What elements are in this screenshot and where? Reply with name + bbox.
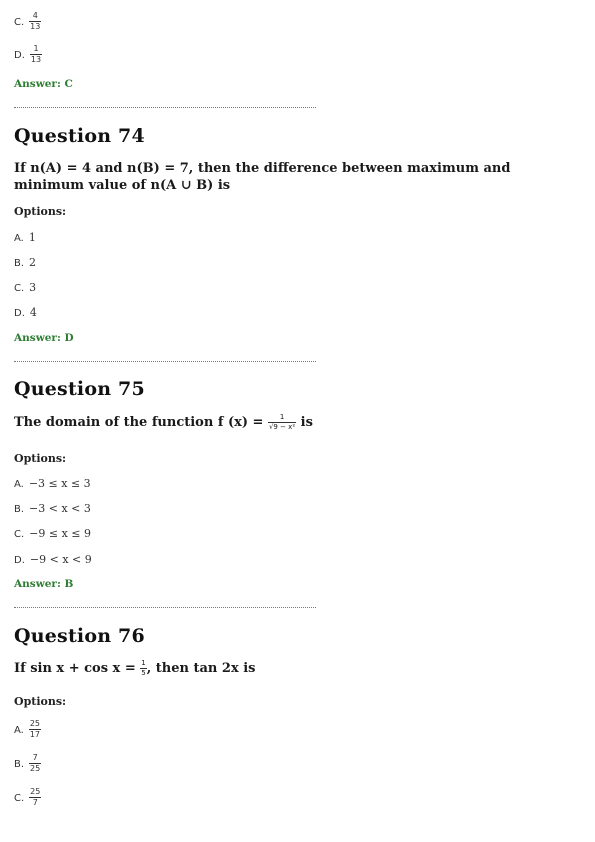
- option-text: 4: [29, 306, 37, 319]
- option-label: B.: [14, 258, 25, 269]
- option-text: −3 < x < 3: [29, 502, 91, 515]
- option-label: A.: [14, 479, 24, 490]
- q75-answer: Answer: B: [14, 578, 74, 590]
- option-label: D.: [14, 49, 25, 61]
- option-label: B.: [14, 504, 25, 515]
- q75-text-before: The domain of the function f (x) =: [14, 415, 264, 430]
- q76-option-a[interactable]: [14, 720, 41, 739]
- q76-fraction: $\frac{1}{5}$: [141, 659, 146, 677]
- q76-text: [14, 660, 574, 677]
- option-fraction: $\frac{7}{25}$: [30, 753, 41, 773]
- q74-text-line2: minimum value of n(A ∪ B) is: [14, 178, 231, 193]
- option-text: 2: [29, 256, 37, 269]
- option-text: −3 ≤ x ≤ 3: [28, 477, 91, 490]
- q74-options-label: Options:: [14, 205, 67, 218]
- option-label: C.: [14, 283, 25, 294]
- option-text: −9 < x < 9: [29, 553, 92, 566]
- q74-option-b[interactable]: [14, 256, 36, 269]
- q75-text: [14, 414, 574, 431]
- q75-option-c[interactable]: [14, 527, 91, 540]
- option-label: A.: [14, 724, 24, 736]
- option-label: C.: [14, 792, 25, 804]
- q76-option-b[interactable]: [14, 754, 41, 773]
- option-fraction: $\frac{4}{13}$: [30, 11, 41, 31]
- q74-text-line1: If n(A) = 4 and n(B) = 7, then the difference between maximum and: [14, 161, 511, 176]
- divider: [14, 607, 316, 608]
- divider: [14, 107, 316, 108]
- q75-option-d[interactable]: [14, 553, 92, 566]
- option-text: 1: [28, 231, 36, 244]
- option-label: A.: [14, 233, 24, 244]
- q76-option-c[interactable]: [14, 788, 41, 807]
- q75-option-b[interactable]: [14, 502, 91, 515]
- option-label: C.: [14, 529, 25, 540]
- option-text: 3: [29, 281, 37, 294]
- q74-title: Question 74: [14, 125, 145, 147]
- q75-fraction: $\frac{1}{\text{√9 − x²}}$: [268, 413, 296, 431]
- q73-option-c[interactable]: [14, 12, 41, 31]
- q76-options-label: Options:: [14, 695, 67, 708]
- option-fraction: $\frac{1}{13}$: [30, 44, 42, 64]
- q74-option-c[interactable]: [14, 281, 36, 294]
- q75-option-a[interactable]: [14, 477, 91, 490]
- option-label: B.: [14, 758, 25, 770]
- q76-title: Question 76: [14, 625, 145, 647]
- q75-options-label: Options:: [14, 452, 67, 465]
- q76-text-after: , then tan 2x is: [146, 661, 256, 676]
- option-fraction: $\frac{25}{17}$: [29, 719, 41, 739]
- option-label: C.: [14, 16, 25, 28]
- q74-answer: Answer: D: [14, 332, 74, 344]
- option-text: −9 ≤ x ≤ 9: [29, 527, 92, 540]
- q76-text-before: If sin x + cos x =: [14, 661, 136, 676]
- option-label: D.: [14, 555, 25, 566]
- option-label: D.: [14, 308, 25, 319]
- q75-text-after: is: [300, 415, 313, 430]
- q74-option-d[interactable]: [14, 306, 37, 319]
- option-fraction: $\frac{25}{7}$: [30, 787, 41, 807]
- q73-option-d[interactable]: [14, 45, 42, 64]
- q73-answer: Answer: C: [14, 78, 73, 90]
- q74-option-a[interactable]: [14, 231, 36, 244]
- q74-text: [14, 160, 574, 194]
- q75-title: Question 75: [14, 378, 145, 400]
- divider: [14, 361, 316, 362]
